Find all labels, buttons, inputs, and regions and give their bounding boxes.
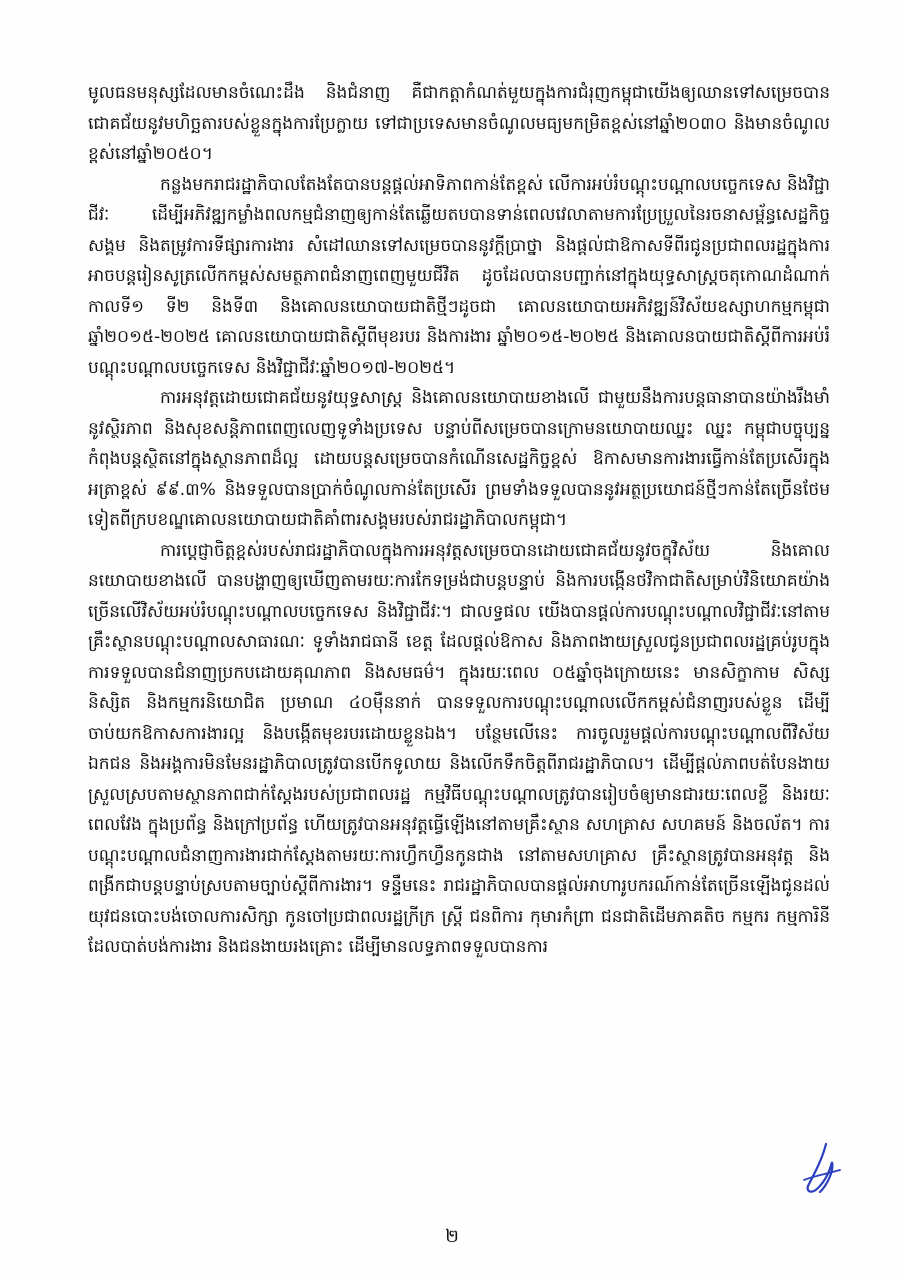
handwritten-initial-icon bbox=[796, 1140, 848, 1202]
page-number: ២ bbox=[445, 1226, 459, 1247]
paragraph-1: មូលធនមនុស្សដែលមានចំណេះដឹង និងជំនាញ គឺជាកត្តាកំណត់មួយក្នុងការជំរុញកម្ពុជាយើងឲ្យឈានទៅសម្រេចបានជោគជ័យនូវមហិច្ឆតារបស់ខ្លួនក្នុងការប្រែក្លាយ ទៅជាប្រទេសមានចំណូលមធ្យមកម្រិតខ្ពស់នៅឆ្នាំ២០៣០ និងមានចំណូលខ្ពស់នៅឆ្នាំ២០៥០។ bbox=[88, 83, 830, 164]
body-text bbox=[88, 78, 830, 963]
paragraph-2: កន្លងមករាជរដ្ឋាភិបាលតែងតែបានបន្តផ្តល់អាទិភាពកាន់តែខ្ពស់ លើការអប់រំបណ្តុះបណ្តាលបច្ចេកទេស និងវិជ្ជាជីវៈ ដើម្បីអភិវឌ្ឍកម្លាំងពលកម្មជំនាញឲ្យកាន់តែឆ្លើយតបបានទាន់ពេលវេលាតាមការប្រែប្រួលនៃរចនាសម្ព័ន្ធសេដ្ឋកិច្ចសង្គម និងតម្រូវការទីផ្សារការងារ សំដៅឈានទៅសម្រេចបាននូវក្តីប្រាថ្នា និងផ្តល់ជាឱកាសទីពីរជូនប្រជាពលរដ្ឋក្នុងការអាចបន្តរៀនសូត្រលើកកម្ពស់សមត្ថភាពជំនាញពេញមួយជីវិត ដូចដែលបានបញ្ជាក់នៅក្នុងយុទ្ធសាស្ត្រចតុកោណដំណាក់កាលទី១ ទី២ និងទី៣ និងគោលនយោបាយជាតិថ្មីៗដូចជា គោលនយោបាយអភិវឌ្ឍន៍វិស័យឧស្សាហកម្មកម្ពុជា ឆ្នាំ២០១៥-២០២៥ គោលនយោបាយជាតិស្តីពីមុខរបរ និងការងារ ឆ្នាំ២០១៥-២០២៥ និងគោលនបាយជាតិស្តីពីការអប់រំបណ្តុះបណ្តាលបច្ចេកទេស និងវិជ្ជាជីវៈឆ្នាំ២០១៧-២០២៥។ bbox=[88, 174, 830, 378]
paragraph-4: ការប្តេជ្ញាចិត្តខ្ពស់របស់រាជរដ្ឋាភិបាលក្នុងការអនុវត្តសម្រេចបានដោយជោគជ័យនូវចក្ខុវិស័យ និងគោលនយោបាយខាងលើ បានបង្ហាញឲ្យឃើញតាមរយៈការកែទម្រង់ជាបន្តបន្ទាប់ និងការបង្កើនថវិកាជាតិសម្រាប់វិនិយោគយ៉ាងច្រើនលើវិស័យអប់រំបណ្តុះបណ្តាលបច្ចេកទេស និងវិជ្ជាជីវៈ។ ជាលទ្ធផល យើងបានផ្តល់ការបណ្តុះបណ្តាលវិជ្ជាជីវៈនៅតាមគ្រឹះស្ថានបណ្តុះបណ្តាលសាធារណៈ ទូទាំងរាជធានី ខេត្ត ដែលផ្តល់ឱកាស និងភាពងាយស្រួលជូនប្រជាពលរដ្ឋគ្រប់រូបក្នុងការទទួលបានជំនាញប្រកបដោយគុណភាព និងសមធម៌។ ក្នុងរយៈពេល ០៥ឆ្នាំចុងក្រោយនេះ មានសិក្ខាកាម សិស្ស និស្សិត និងកម្មករនិយោជិត ប្រមាណ ៤០ម៉ឺននាក់ បានទទួលការបណ្តុះបណ្តាលលើកកម្ពស់ជំនាញរបស់ខ្លួន ដើម្បីចាប់យកឱកាសការងារល្អ និងបង្កើតមុខរបរដោយខ្លួនឯង។ បន្ថែមលើនេះ ការចូលរួមផ្តល់ការបណ្តុះបណ្តាលពីវិស័យឯកជន និងអង្គការមិនមែនរដ្ឋាភិបាលត្រូវបានបើកទូលាយ និងលើកទឹកចិត្តពីរាជរដ្ឋាភិបាល។ ដើម្បីផ្តល់ភាពបត់បែនងាយស្រួលស្របតាមស្ថានភាពជាក់ស្តែងរបស់ប្រជាពលរដ្ឋ កម្មវិធីបណ្តុះបណ្តាលត្រូវបានរៀបចំឲ្យមានជារយៈពេលខ្លី និងរយៈពេលវែង ក្នុងប្រព័ន្ធ និងក្រៅប្រព័ន្ធ ហើយត្រូវបានអនុវត្តធ្វើឡើងនៅតាមគ្រឹះស្ថាន សហគ្រាស សហគមន៍ និងចល័ត។ ការបណ្តុះបណ្តាលជំនាញការងារជាក់ស្តែងតាមរយៈការហ្វឹកហ្វឺនកូនជាង នៅតាមសហគ្រាស គ្រឹះស្ថានត្រូវបានអនុវត្ត និងពង្រីកជាបន្តបន្ទាប់ស្របតាមច្បាប់ស្តីពីការងារ។ ទន្ទឹមនេះ រាជរដ្ឋាភិបាលបានផ្តល់អាហារូបករណ៍កាន់តែច្រើនឡើងជូនដល់យុវជនបោះបង់ចោលការសិក្សា កូនចៅប្រជាពលរដ្ឋក្រីក្រ ស្ត្រី ជនពិការ កុមារកំព្រា ជនជាតិដើមភាគតិច កម្មករ កម្មការិនីដែលបាត់បង់ការងារ និងជនងាយរងគ្រោះ ដើម្បីមានលទ្ធភាពទទួលបានការ bbox=[88, 540, 830, 957]
paragraph-3: ការអនុវត្តដោយជោគជ័យនូវយុទ្ធសាស្ត្រ និងគោលនយោបាយខាងលើ ជាមួយនឹងការបន្តធានាបានយ៉ាងរឹងមាំនូវស្ថិរភាព និងសុខសន្តិភាពពេញលេញទូទាំងប្រទេស បន្ទាប់ពីសម្រេចបានក្រោមនយោបាយឈ្នះ ឈ្នះ កម្ពុជាបច្ចុប្បន្នកំពុងបន្តស្ថិតនៅក្នុងស្ថានភាពដ៏ល្អ ដោយបន្តសម្រេចបានកំណើនសេដ្ឋកិច្ចខ្ពស់ ឱកាសមានការងារធ្វើកាន់តែប្រសើរក្នុងអត្រាខ្ពស់ ៩៩.៣% និងទទួលបានប្រាក់ចំណូលកាន់តែប្រសើរ ព្រមទាំងទទួលបាននូវអត្ថប្រយោជន៍ថ្មីៗកាន់តែច្រើនថែមទៀតពីក្របខណ្ឌគោលនយោបាយជាតិគាំពារសង្គមរបស់រាជរដ្ឋាភិបាលកម្ពុជា។ bbox=[88, 388, 830, 530]
